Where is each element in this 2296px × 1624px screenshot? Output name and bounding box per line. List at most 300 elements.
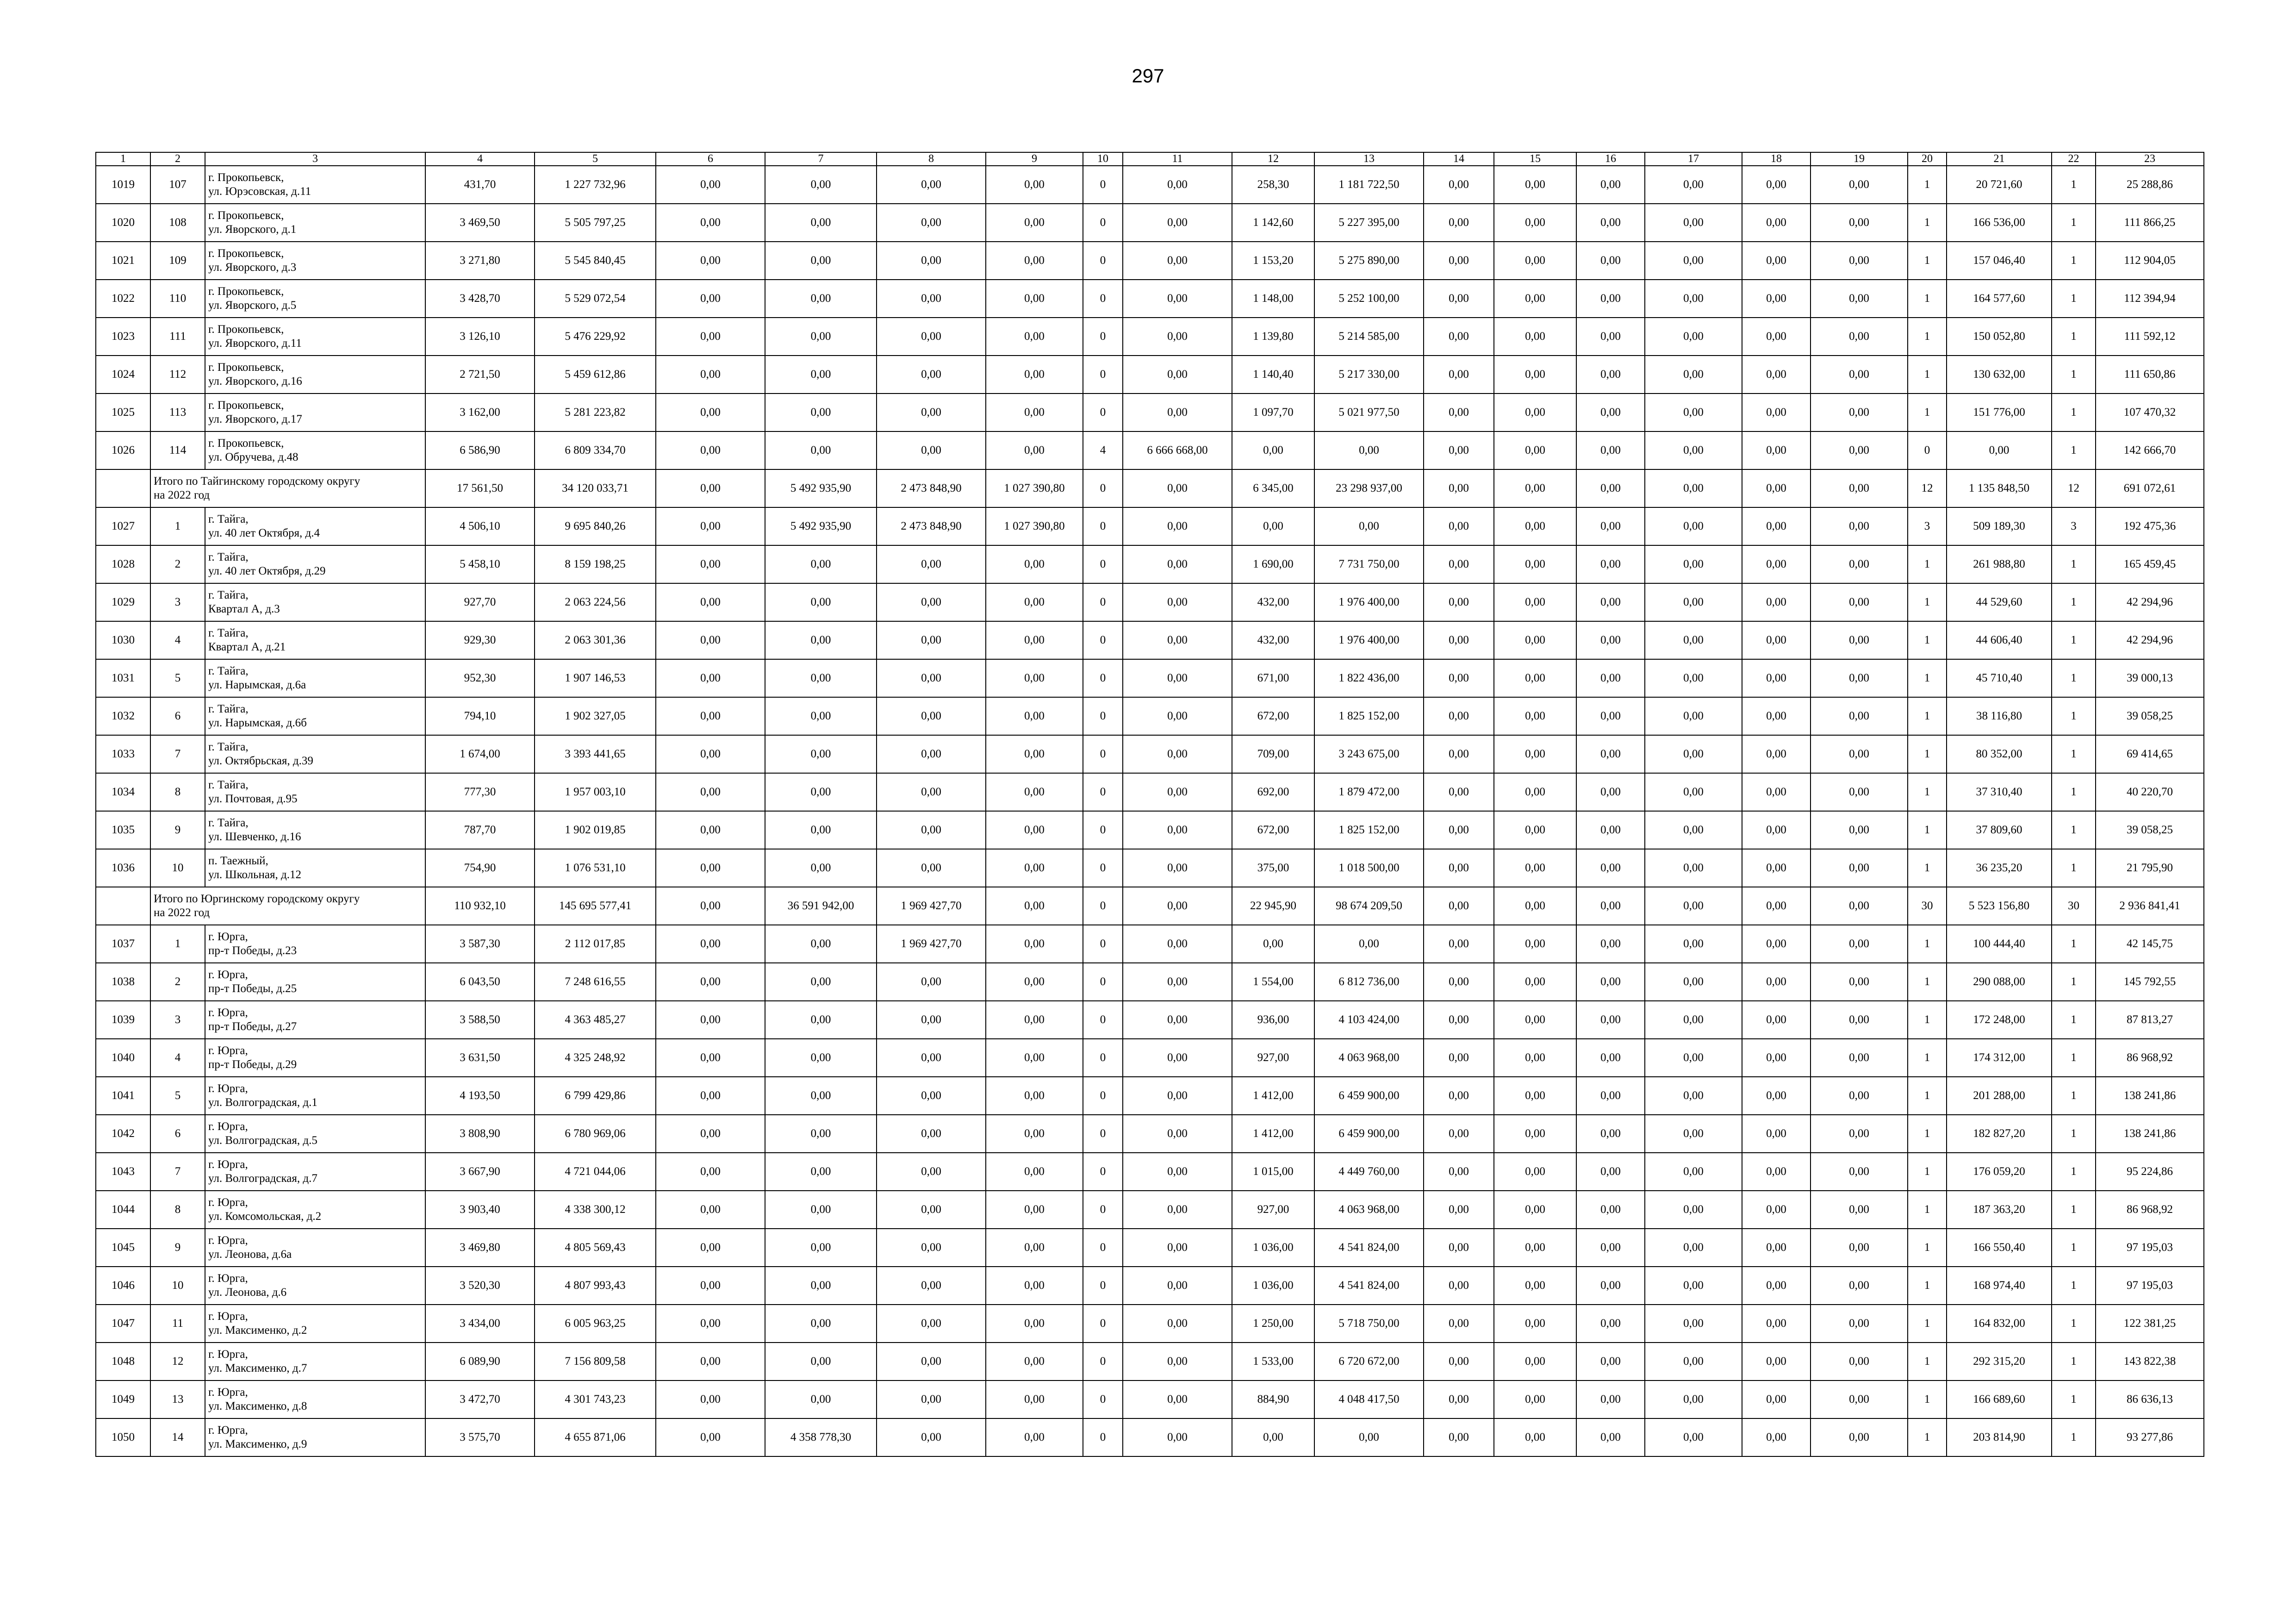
value-cell-col-17: 0,00 bbox=[1645, 356, 1742, 394]
column-number-10: 10 bbox=[1083, 152, 1123, 166]
address-line: ул. Комсомольская, д.2 bbox=[208, 1210, 322, 1223]
table-row bbox=[96, 545, 2204, 583]
value-cell-col-17: 0,00 bbox=[1645, 431, 1742, 469]
value-cell-col-23: 86 968,92 bbox=[2096, 1039, 2204, 1077]
value-cell-col-15: 0,00 bbox=[1494, 280, 1576, 318]
value-cell-col-18: 0,00 bbox=[1742, 621, 1811, 659]
value-cell-col-12: 1 036,00 bbox=[1232, 1267, 1314, 1305]
address-line: ул. Обручева, д.48 bbox=[208, 451, 299, 463]
value-cell-col-12: 1 139,80 bbox=[1232, 318, 1314, 356]
value-cell-col-20: 1 bbox=[1908, 773, 1947, 811]
value-cell-col-16: 0,00 bbox=[1576, 1380, 1645, 1418]
value-cell-col-18: 0,00 bbox=[1742, 1191, 1811, 1229]
address-cell bbox=[205, 507, 425, 545]
value-cell-col-8: 0,00 bbox=[877, 963, 986, 1001]
value-cell-col-4: 3 271,80 bbox=[425, 242, 535, 280]
value-cell-col-19: 0,00 bbox=[1811, 431, 1908, 469]
value-cell-col-7: 0,00 bbox=[765, 583, 877, 621]
value-cell-col-18: 0,00 bbox=[1742, 1077, 1811, 1115]
row-number-cell: 1045 bbox=[96, 1229, 150, 1267]
value-cell-col-22: 12 bbox=[2052, 469, 2096, 507]
value-cell-col-14: 0,00 bbox=[1424, 1077, 1494, 1115]
value-cell-col-9: 0,00 bbox=[986, 773, 1083, 811]
value-cell-col-17: 0,00 bbox=[1645, 773, 1742, 811]
value-cell-col-23: 138 241,86 bbox=[2096, 1115, 2204, 1153]
value-cell-col-15: 0,00 bbox=[1494, 507, 1576, 545]
value-cell-col-13: 4 103 424,00 bbox=[1314, 1001, 1424, 1039]
value-cell-col-10: 0 bbox=[1083, 507, 1123, 545]
value-cell-col-9: 0,00 bbox=[986, 1343, 1083, 1380]
value-cell-col-9: 0,00 bbox=[986, 925, 1083, 963]
value-cell-col-21: 100 444,40 bbox=[1947, 925, 2052, 963]
value-cell-col-23: 111 592,12 bbox=[2096, 318, 2204, 356]
value-cell-col-6: 0,00 bbox=[656, 204, 765, 242]
value-cell-col-11: 0,00 bbox=[1123, 1418, 1232, 1456]
value-cell-col-17: 0,00 bbox=[1645, 583, 1742, 621]
column-number-1: 1 bbox=[96, 152, 150, 166]
value-cell-col-7: 0,00 bbox=[765, 1191, 877, 1229]
row-number-cell: 1029 bbox=[96, 583, 150, 621]
value-cell-col-12: 6 345,00 bbox=[1232, 469, 1314, 507]
address-line: ул. 40 лет Октября, д.4 bbox=[208, 527, 320, 539]
column-number-18: 18 bbox=[1742, 152, 1811, 166]
value-cell-col-8: 0,00 bbox=[877, 280, 986, 318]
value-cell-col-20: 3 bbox=[1908, 507, 1947, 545]
value-cell-col-17: 0,00 bbox=[1645, 1153, 1742, 1191]
value-cell-col-10: 4 bbox=[1083, 431, 1123, 469]
address-line: Квартал А, д.3 bbox=[208, 603, 280, 615]
value-cell-col-6: 0,00 bbox=[656, 735, 765, 773]
value-cell-col-13: 1 879 472,00 bbox=[1314, 773, 1424, 811]
row-number-cell: 1035 bbox=[96, 811, 150, 849]
address-cell bbox=[205, 811, 425, 849]
local-number-cell: 112 bbox=[150, 356, 205, 394]
value-cell-col-5: 5 529 072,54 bbox=[535, 280, 656, 318]
value-cell-col-11: 0,00 bbox=[1123, 963, 1232, 1001]
value-cell-col-19: 0,00 bbox=[1811, 204, 1908, 242]
value-cell-col-12: 927,00 bbox=[1232, 1039, 1314, 1077]
value-cell-col-13: 5 227 395,00 bbox=[1314, 204, 1424, 242]
value-cell-col-4: 3 428,70 bbox=[425, 280, 535, 318]
subtotal-label-line: на 2022 год bbox=[154, 906, 210, 919]
value-cell-col-7: 0,00 bbox=[765, 849, 877, 887]
value-cell-col-11: 0,00 bbox=[1123, 1115, 1232, 1153]
value-cell-col-7: 5 492 935,90 bbox=[765, 469, 877, 507]
value-cell-col-15: 0,00 bbox=[1494, 166, 1576, 204]
address-line: ул. Яворского, д.5 bbox=[208, 299, 297, 312]
value-cell-col-19: 0,00 bbox=[1811, 735, 1908, 773]
value-cell-col-23: 69 414,65 bbox=[2096, 735, 2204, 773]
value-cell-col-18: 0,00 bbox=[1742, 697, 1811, 735]
value-cell-col-12: 432,00 bbox=[1232, 621, 1314, 659]
value-cell-col-20: 1 bbox=[1908, 963, 1947, 1001]
value-cell-col-5: 4 807 993,43 bbox=[535, 1267, 656, 1305]
value-cell-col-19: 0,00 bbox=[1811, 697, 1908, 735]
value-cell-col-22: 1 bbox=[2052, 1305, 2096, 1343]
value-cell-col-5: 5 476 229,92 bbox=[535, 318, 656, 356]
value-cell-col-21: 166 536,00 bbox=[1947, 204, 2052, 242]
local-number-cell: 7 bbox=[150, 1153, 205, 1191]
value-cell-col-15: 0,00 bbox=[1494, 394, 1576, 431]
address-cell bbox=[205, 356, 425, 394]
value-cell-col-6: 0,00 bbox=[656, 356, 765, 394]
value-cell-col-15: 0,00 bbox=[1494, 621, 1576, 659]
table-row bbox=[96, 1418, 2204, 1456]
value-cell-col-18: 0,00 bbox=[1742, 849, 1811, 887]
subtotal-row bbox=[96, 887, 2204, 925]
value-cell-col-14: 0,00 bbox=[1424, 166, 1494, 204]
value-cell-col-13: 3 243 675,00 bbox=[1314, 735, 1424, 773]
table-row bbox=[96, 621, 2204, 659]
value-cell-col-12: 1 412,00 bbox=[1232, 1115, 1314, 1153]
value-cell-col-13: 0,00 bbox=[1314, 507, 1424, 545]
local-number-cell: 114 bbox=[150, 431, 205, 469]
value-cell-col-14: 0,00 bbox=[1424, 1191, 1494, 1229]
value-cell-col-9: 0,00 bbox=[986, 1305, 1083, 1343]
value-cell-col-11: 0,00 bbox=[1123, 242, 1232, 280]
value-cell-col-6: 0,00 bbox=[656, 166, 765, 204]
column-number-15: 15 bbox=[1494, 152, 1576, 166]
value-cell-col-9: 0,00 bbox=[986, 318, 1083, 356]
value-cell-col-20: 1 bbox=[1908, 697, 1947, 735]
value-cell-col-6: 0,00 bbox=[656, 1153, 765, 1191]
value-cell-col-14: 0,00 bbox=[1424, 1343, 1494, 1380]
value-cell-col-10: 0 bbox=[1083, 356, 1123, 394]
value-cell-col-19: 0,00 bbox=[1811, 1115, 1908, 1153]
value-cell-col-18: 0,00 bbox=[1742, 925, 1811, 963]
value-cell-col-13: 1 825 152,00 bbox=[1314, 697, 1424, 735]
value-cell-col-7: 0,00 bbox=[765, 431, 877, 469]
column-number-21: 21 bbox=[1947, 152, 2052, 166]
value-cell-col-12: 0,00 bbox=[1232, 1418, 1314, 1456]
value-cell-col-12: 1 097,70 bbox=[1232, 394, 1314, 431]
value-cell-col-17: 0,00 bbox=[1645, 1229, 1742, 1267]
value-cell-col-23: 143 822,38 bbox=[2096, 1343, 2204, 1380]
value-cell-col-10: 0 bbox=[1083, 469, 1123, 507]
value-cell-col-5: 2 063 301,36 bbox=[535, 621, 656, 659]
value-cell-col-19: 0,00 bbox=[1811, 1380, 1908, 1418]
value-cell-col-20: 1 bbox=[1908, 204, 1947, 242]
value-cell-col-12: 1 153,20 bbox=[1232, 242, 1314, 280]
value-cell-col-14: 0,00 bbox=[1424, 811, 1494, 849]
row-number-cell: 1037 bbox=[96, 925, 150, 963]
value-cell-col-21: 37 809,60 bbox=[1947, 811, 2052, 849]
value-cell-col-18: 0,00 bbox=[1742, 166, 1811, 204]
value-cell-col-5: 9 695 840,26 bbox=[535, 507, 656, 545]
address-line: г. Юрга, bbox=[208, 1234, 248, 1247]
value-cell-col-22: 1 bbox=[2052, 659, 2096, 697]
value-cell-col-19: 0,00 bbox=[1811, 887, 1908, 925]
address-line: г. Тайга, bbox=[208, 817, 249, 829]
value-cell-col-9: 0,00 bbox=[986, 1267, 1083, 1305]
row-number-cell: 1030 bbox=[96, 621, 150, 659]
row-number-cell: 1038 bbox=[96, 963, 150, 1001]
address-line: пр-т Победы, д.23 bbox=[208, 944, 297, 957]
address-cell bbox=[205, 280, 425, 318]
table-row bbox=[96, 1191, 2204, 1229]
value-cell-col-18: 0,00 bbox=[1742, 394, 1811, 431]
value-cell-col-5: 2 063 224,56 bbox=[535, 583, 656, 621]
address-cell bbox=[205, 773, 425, 811]
value-cell-col-15: 0,00 bbox=[1494, 1418, 1576, 1456]
value-cell-col-20: 1 bbox=[1908, 659, 1947, 697]
address-cell bbox=[205, 204, 425, 242]
row-number-cell: 1046 bbox=[96, 1267, 150, 1305]
value-cell-col-21: 168 974,40 bbox=[1947, 1267, 2052, 1305]
value-cell-col-21: 157 046,40 bbox=[1947, 242, 2052, 280]
column-number-13: 13 bbox=[1314, 152, 1424, 166]
value-cell-col-8: 0,00 bbox=[877, 1153, 986, 1191]
value-cell-col-14: 0,00 bbox=[1424, 697, 1494, 735]
value-cell-col-8: 0,00 bbox=[877, 659, 986, 697]
value-cell-col-12: 432,00 bbox=[1232, 583, 1314, 621]
value-cell-col-21: 172 248,00 bbox=[1947, 1001, 2052, 1039]
local-number-cell: 4 bbox=[150, 621, 205, 659]
value-cell-col-6: 0,00 bbox=[656, 1380, 765, 1418]
value-cell-col-15: 0,00 bbox=[1494, 1343, 1576, 1380]
value-cell-col-11: 0,00 bbox=[1123, 1191, 1232, 1229]
value-cell-col-20: 1 bbox=[1908, 1418, 1947, 1456]
address-line: ул. Максименко, д.8 bbox=[208, 1400, 307, 1412]
value-cell-col-11: 0,00 bbox=[1123, 1229, 1232, 1267]
value-cell-col-13: 98 674 209,50 bbox=[1314, 887, 1424, 925]
local-number-cell: 13 bbox=[150, 1380, 205, 1418]
value-cell-col-12: 0,00 bbox=[1232, 431, 1314, 469]
value-cell-col-7: 0,00 bbox=[765, 1305, 877, 1343]
address-line: ул. Октябрьская, д.39 bbox=[208, 755, 313, 767]
table-row bbox=[96, 735, 2204, 773]
value-cell-col-23: 107 470,32 bbox=[2096, 394, 2204, 431]
value-cell-col-9: 0,00 bbox=[986, 356, 1083, 394]
value-cell-col-18: 0,00 bbox=[1742, 204, 1811, 242]
address-line: г. Прокопьевск, bbox=[208, 209, 284, 222]
value-cell-col-22: 1 bbox=[2052, 1229, 2096, 1267]
value-cell-col-11: 0,00 bbox=[1123, 735, 1232, 773]
value-cell-col-5: 5 459 612,86 bbox=[535, 356, 656, 394]
value-cell-col-16: 0,00 bbox=[1576, 545, 1645, 583]
value-cell-col-15: 0,00 bbox=[1494, 1380, 1576, 1418]
table-row bbox=[96, 318, 2204, 356]
value-cell-col-21: 5 523 156,80 bbox=[1947, 887, 2052, 925]
value-cell-col-10: 0 bbox=[1083, 1191, 1123, 1229]
column-number-22: 22 bbox=[2052, 152, 2096, 166]
value-cell-col-9: 0,00 bbox=[986, 1418, 1083, 1456]
value-cell-col-4: 3 575,70 bbox=[425, 1418, 535, 1456]
value-cell-col-18: 0,00 bbox=[1742, 545, 1811, 583]
value-cell-col-17: 0,00 bbox=[1645, 280, 1742, 318]
value-cell-col-22: 1 bbox=[2052, 545, 2096, 583]
address-line: г. Тайга, bbox=[208, 513, 249, 525]
value-cell-col-5: 8 159 198,25 bbox=[535, 545, 656, 583]
value-cell-col-12: 375,00 bbox=[1232, 849, 1314, 887]
value-cell-col-5: 3 393 441,65 bbox=[535, 735, 656, 773]
value-cell-col-19: 0,00 bbox=[1811, 925, 1908, 963]
value-cell-col-12: 1 140,40 bbox=[1232, 356, 1314, 394]
value-cell-col-7: 0,00 bbox=[765, 242, 877, 280]
row-number-cell: 1020 bbox=[96, 204, 150, 242]
value-cell-col-4: 929,30 bbox=[425, 621, 535, 659]
value-cell-col-17: 0,00 bbox=[1645, 811, 1742, 849]
value-cell-col-21: 150 052,80 bbox=[1947, 318, 2052, 356]
address-cell bbox=[205, 925, 425, 963]
value-cell-col-20: 1 bbox=[1908, 1267, 1947, 1305]
value-cell-col-15: 0,00 bbox=[1494, 1039, 1576, 1077]
value-cell-col-4: 3 587,30 bbox=[425, 925, 535, 963]
value-cell-col-10: 0 bbox=[1083, 659, 1123, 697]
value-cell-col-20: 1 bbox=[1908, 280, 1947, 318]
value-cell-col-4: 4 193,50 bbox=[425, 1077, 535, 1115]
value-cell-col-22: 1 bbox=[2052, 849, 2096, 887]
value-cell-col-19: 0,00 bbox=[1811, 1229, 1908, 1267]
address-cell bbox=[205, 1153, 425, 1191]
address-cell bbox=[205, 1418, 425, 1456]
value-cell-col-18: 0,00 bbox=[1742, 1153, 1811, 1191]
value-cell-col-6: 0,00 bbox=[656, 1229, 765, 1267]
address-line: пр-т Победы, д.29 bbox=[208, 1058, 297, 1071]
value-cell-col-20: 1 bbox=[1908, 1077, 1947, 1115]
value-cell-col-23: 112 394,94 bbox=[2096, 280, 2204, 318]
value-cell-col-12: 1 533,00 bbox=[1232, 1343, 1314, 1380]
table-row bbox=[96, 166, 2204, 204]
housing-register-table bbox=[95, 152, 2204, 1457]
value-cell-col-14: 0,00 bbox=[1424, 1418, 1494, 1456]
value-cell-col-8: 0,00 bbox=[877, 1039, 986, 1077]
value-cell-col-5: 34 120 033,71 bbox=[535, 469, 656, 507]
local-number-cell: 2 bbox=[150, 545, 205, 583]
value-cell-col-21: 166 550,40 bbox=[1947, 1229, 2052, 1267]
value-cell-col-17: 0,00 bbox=[1645, 1380, 1742, 1418]
value-cell-col-19: 0,00 bbox=[1811, 318, 1908, 356]
column-number-9: 9 bbox=[986, 152, 1083, 166]
value-cell-col-22: 1 bbox=[2052, 242, 2096, 280]
value-cell-col-13: 4 541 824,00 bbox=[1314, 1229, 1424, 1267]
column-number-17: 17 bbox=[1645, 152, 1742, 166]
value-cell-col-15: 0,00 bbox=[1494, 659, 1576, 697]
value-cell-col-6: 0,00 bbox=[656, 318, 765, 356]
value-cell-col-5: 7 156 809,58 bbox=[535, 1343, 656, 1380]
value-cell-col-12: 672,00 bbox=[1232, 697, 1314, 735]
value-cell-col-22: 1 bbox=[2052, 318, 2096, 356]
address-cell bbox=[205, 242, 425, 280]
value-cell-col-10: 0 bbox=[1083, 849, 1123, 887]
value-cell-col-21: 130 632,00 bbox=[1947, 356, 2052, 394]
value-cell-col-9: 0,00 bbox=[986, 1001, 1083, 1039]
value-cell-col-17: 0,00 bbox=[1645, 242, 1742, 280]
value-cell-col-17: 0,00 bbox=[1645, 204, 1742, 242]
value-cell-col-6: 0,00 bbox=[656, 431, 765, 469]
value-cell-col-17: 0,00 bbox=[1645, 166, 1742, 204]
value-cell-col-8: 0,00 bbox=[877, 849, 986, 887]
value-cell-col-20: 1 bbox=[1908, 545, 1947, 583]
value-cell-col-20: 1 bbox=[1908, 735, 1947, 773]
value-cell-col-18: 0,00 bbox=[1742, 1343, 1811, 1380]
value-cell-col-5: 4 325 248,92 bbox=[535, 1039, 656, 1077]
address-line: г. Юрга, bbox=[208, 1006, 248, 1019]
value-cell-col-4: 3 520,30 bbox=[425, 1267, 535, 1305]
value-cell-col-9: 1 027 390,80 bbox=[986, 507, 1083, 545]
value-cell-col-7: 0,00 bbox=[765, 545, 877, 583]
value-cell-col-21: 37 310,40 bbox=[1947, 773, 2052, 811]
value-cell-col-16: 0,00 bbox=[1576, 507, 1645, 545]
value-cell-col-21: 44 606,40 bbox=[1947, 621, 2052, 659]
value-cell-col-19: 0,00 bbox=[1811, 1001, 1908, 1039]
value-cell-col-22: 1 bbox=[2052, 773, 2096, 811]
value-cell-col-11: 0,00 bbox=[1123, 545, 1232, 583]
value-cell-col-11: 0,00 bbox=[1123, 1039, 1232, 1077]
value-cell-col-13: 1 976 400,00 bbox=[1314, 621, 1424, 659]
value-cell-col-7: 0,00 bbox=[765, 1115, 877, 1153]
value-cell-col-10: 0 bbox=[1083, 1267, 1123, 1305]
address-line: ул. Волгоградская, д.1 bbox=[208, 1096, 317, 1109]
value-cell-col-17: 0,00 bbox=[1645, 318, 1742, 356]
value-cell-col-6: 0,00 bbox=[656, 469, 765, 507]
value-cell-col-6: 0,00 bbox=[656, 1077, 765, 1115]
column-number-16: 16 bbox=[1576, 152, 1645, 166]
value-cell-col-5: 1 907 146,53 bbox=[535, 659, 656, 697]
value-cell-col-12: 709,00 bbox=[1232, 735, 1314, 773]
row-number-cell: 1042 bbox=[96, 1115, 150, 1153]
column-number-4: 4 bbox=[425, 152, 535, 166]
row-number-cell: 1028 bbox=[96, 545, 150, 583]
row-number-cell: 1041 bbox=[96, 1077, 150, 1115]
row-number-cell bbox=[96, 887, 150, 925]
local-number-cell: 9 bbox=[150, 1229, 205, 1267]
value-cell-col-21: 174 312,00 bbox=[1947, 1039, 2052, 1077]
value-cell-col-20: 1 bbox=[1908, 1380, 1947, 1418]
value-cell-col-4: 17 561,50 bbox=[425, 469, 535, 507]
value-cell-col-15: 0,00 bbox=[1494, 963, 1576, 1001]
value-cell-col-15: 0,00 bbox=[1494, 811, 1576, 849]
value-cell-col-9: 0,00 bbox=[986, 545, 1083, 583]
value-cell-col-9: 0,00 bbox=[986, 963, 1083, 1001]
value-cell-col-21: 166 689,60 bbox=[1947, 1380, 2052, 1418]
value-cell-col-16: 0,00 bbox=[1576, 166, 1645, 204]
address-line: г. Тайга, bbox=[208, 627, 249, 639]
value-cell-col-16: 0,00 bbox=[1576, 1267, 1645, 1305]
row-number-cell: 1025 bbox=[96, 394, 150, 431]
value-cell-col-23: 39 058,25 bbox=[2096, 811, 2204, 849]
address-cell bbox=[205, 1380, 425, 1418]
value-cell-col-14: 0,00 bbox=[1424, 1267, 1494, 1305]
local-number-cell: 11 bbox=[150, 1305, 205, 1343]
address-cell bbox=[205, 1039, 425, 1077]
value-cell-col-16: 0,00 bbox=[1576, 811, 1645, 849]
value-cell-col-7: 0,00 bbox=[765, 1380, 877, 1418]
value-cell-col-10: 0 bbox=[1083, 1115, 1123, 1153]
value-cell-col-9: 0,00 bbox=[986, 849, 1083, 887]
value-cell-col-10: 0 bbox=[1083, 1153, 1123, 1191]
row-number-cell: 1021 bbox=[96, 242, 150, 280]
value-cell-col-22: 1 bbox=[2052, 811, 2096, 849]
local-number-cell: 109 bbox=[150, 242, 205, 280]
column-number-header-row bbox=[96, 152, 2204, 166]
address-cell bbox=[205, 697, 425, 735]
table-row bbox=[96, 1343, 2204, 1380]
value-cell-col-17: 0,00 bbox=[1645, 887, 1742, 925]
value-cell-col-14: 0,00 bbox=[1424, 925, 1494, 963]
value-cell-col-20: 1 bbox=[1908, 1115, 1947, 1153]
value-cell-col-10: 0 bbox=[1083, 887, 1123, 925]
address-line: г. Прокопьевск, bbox=[208, 323, 284, 336]
address-line: пр-т Победы, д.25 bbox=[208, 982, 297, 995]
value-cell-col-12: 1 250,00 bbox=[1232, 1305, 1314, 1343]
value-cell-col-17: 0,00 bbox=[1645, 697, 1742, 735]
value-cell-col-21: 151 776,00 bbox=[1947, 394, 2052, 431]
value-cell-col-14: 0,00 bbox=[1424, 887, 1494, 925]
address-line: г. Юрга, bbox=[208, 1082, 248, 1095]
value-cell-col-11: 0,00 bbox=[1123, 1267, 1232, 1305]
table-row bbox=[96, 925, 2204, 963]
